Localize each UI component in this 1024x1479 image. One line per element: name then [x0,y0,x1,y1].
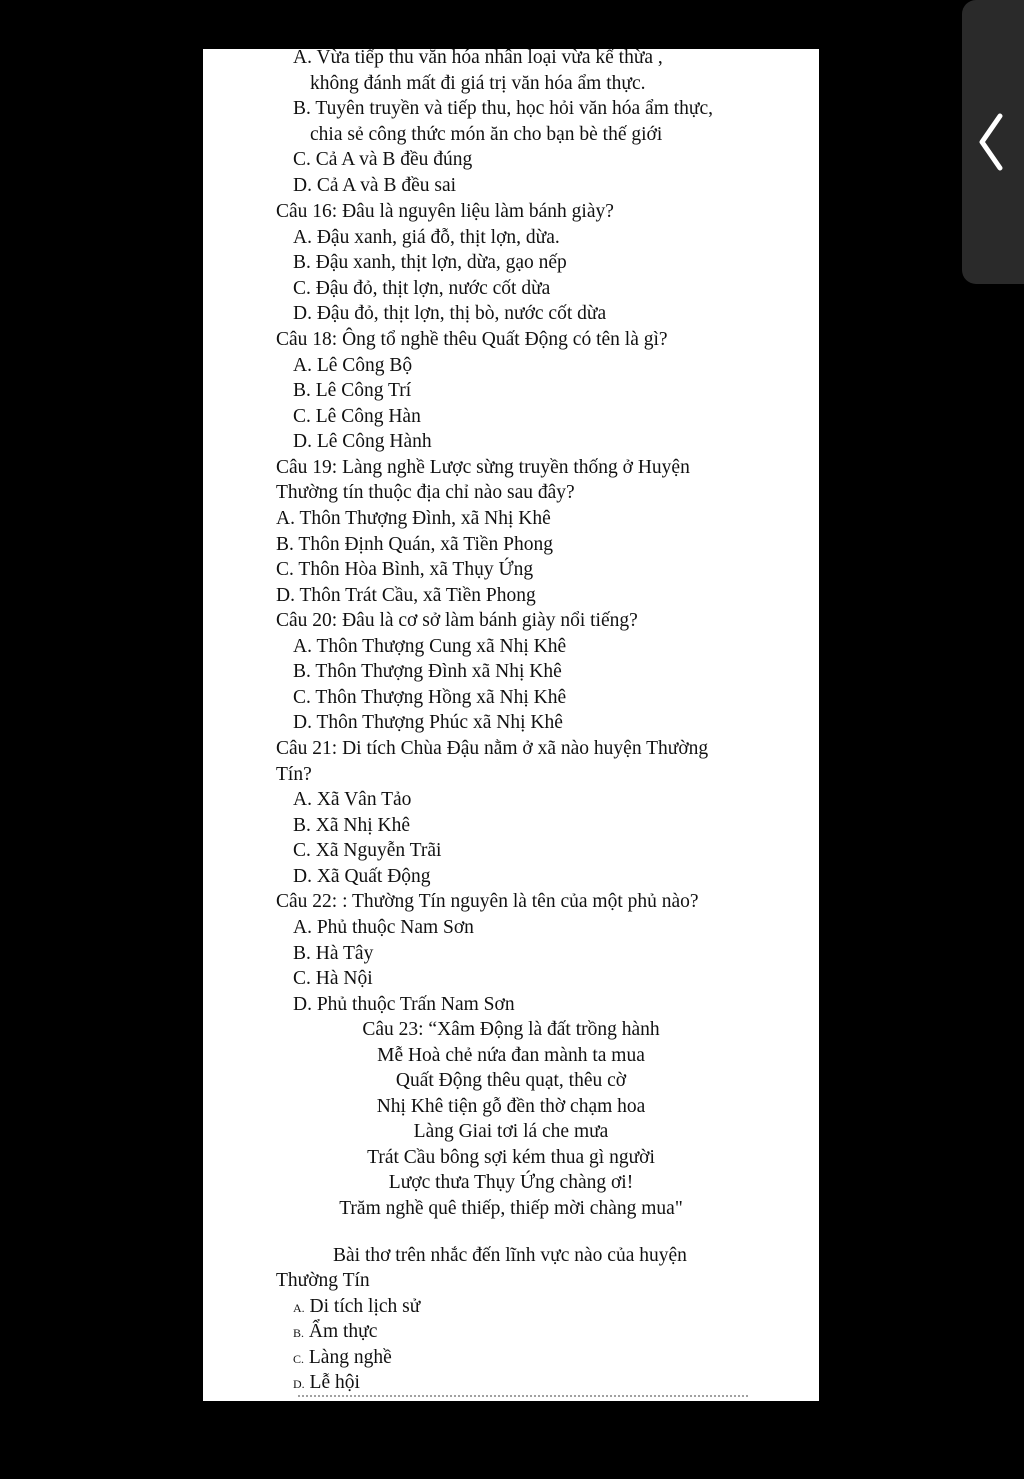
text-line: C. Hà Nội [293,968,373,989]
poem-line: Nhị Khê tiện gỗ đền thờ chạm hoa [376,1096,646,1117]
option-text: Di tích lịch sử [309,1296,421,1317]
option-letter: A. [293,1301,305,1315]
text-line: Tín? [276,764,312,785]
text-line: B. Xã Nhị Khê [293,815,410,836]
text-line: Thường tín thuộc địa chỉ nào sau đây? [276,482,575,503]
question-heading: Câu 16: Đâu là nguyên liệu làm bánh giày? [276,201,614,222]
chevron-left-icon[interactable] [974,112,1010,172]
text-line: B. Thôn Thượng Đình xã Nhị Khê [293,661,562,682]
answer-option [293,1371,360,1396]
text-line: D. Thôn Trát Cầu, xã Tiền Phong [276,585,536,606]
text-line: chia sẻ công thức món ăn cho bạn bè thế giới [310,124,663,145]
text-line: D. Đậu đỏ, thịt lợn, thị bò, nước cốt dừa [293,303,607,324]
text-line: C. Thôn Hòa Bình, xã Thụy Ứng [276,559,534,580]
text-line: D. Phủ thuộc Trấn Nam Sơn [293,994,515,1015]
text-line: B. Đậu xanh, thịt lợn, dừa, gạo nếp [293,252,567,273]
text-line: D. Lê Công Hành [293,431,432,452]
text-line: A. Đậu xanh, giá đỗ, thịt lợn, dừa. [293,227,560,248]
answer-option [293,1346,392,1371]
text-line: C. Xã Nguyễn Trãi [293,840,442,861]
option-text: Lễ hội [309,1372,360,1393]
text-line: D. Thôn Thượng Phúc xã Nhị Khê [293,712,563,733]
text-line: B. Thôn Định Quán, xã Tiền Phong [276,534,553,555]
option-letter: B. [293,1326,305,1340]
question-heading: Câu 21: Di tích Chùa Đậu nằm ở xã nào huyện Thường [276,738,709,759]
text-line: C. Lê Công Hàn [293,406,421,427]
option-letter: C. [293,1352,305,1366]
text-line: không đánh mất đi giá trị văn hóa ẩm thực. [310,73,646,94]
question-heading: Câu 22: : Thường Tín nguyên là tên của một phủ nào? [276,891,699,912]
poem-line: Mễ Hoà chẻ nứa đan mành ta mua [377,1045,645,1066]
text-line: A. Vừa tiếp thu văn hóa nhân loại vừa kế thừa , [293,49,663,68]
poem-line: Làng Giai tơi lá che mưa [413,1121,609,1142]
question-heading: Câu 18: Ông tổ nghề thêu Quất Động có tên là gì? [276,329,668,350]
option-text: Làng nghề [308,1347,392,1368]
text-line: A. Lê Công Bộ [293,355,413,376]
text-line: A. Phủ thuộc Nam Sơn [293,917,474,938]
text-line: A. Thôn Thượng Cung xã Nhị Khê [293,636,567,657]
poem-line: Lược thưa Thụy Ứng chàng ơi! [388,1172,634,1193]
option-text: Ẩm thực [308,1321,378,1342]
text-line: C. Thôn Thượng Hồng xã Nhị Khê [293,687,567,708]
text-line: Thường Tín [276,1270,370,1291]
poem-line: Trăm nghề quê thiếp, thiếp mời chàng mua" [339,1198,683,1219]
question-heading: Câu 20: Đâu là cơ sở làm bánh giày nổi tiếng? [276,610,638,631]
cut-off-next-line [298,1395,748,1401]
answer-option [293,1295,420,1320]
text-line: D. Xã Quất Động [293,866,431,887]
text-line: C. Đậu đỏ, thịt lợn, nước cốt dừa [293,278,551,299]
text-line: B. Lê Công Trí [293,380,412,401]
text-line: C. Cả A và B đều đúng [293,149,473,170]
option-letter: D. [293,1377,305,1391]
poem-line: Trát Cầu bông sợi kém thua gì người [367,1147,655,1168]
side-panel-tab[interactable] [962,0,1024,284]
text-line: A. Xã Vân Tảo [293,789,412,810]
question-heading: Câu 19: Làng nghề Lược sừng truyền thống ở Huyện [276,457,690,478]
text-line: B. Tuyên truyền và tiếp thu, học hỏi văn hóa ẩm thực, [293,98,714,119]
text-line: A. Thôn Thượng Đình, xã Nhị Khê [276,508,551,529]
poem-line: Quất Động thêu quạt, thêu cờ [395,1070,627,1091]
document-page [203,49,819,1401]
text-line: B. Hà Tây [293,943,374,964]
answer-option [293,1320,377,1345]
text-line: D. Cả A và B đều sai [293,175,457,196]
poem-line: Câu 23: “Xâm Động là đất trồng hành [362,1019,660,1040]
text-line: Bài thơ trên nhắc đến lĩnh vực nào của huyện [333,1245,687,1266]
